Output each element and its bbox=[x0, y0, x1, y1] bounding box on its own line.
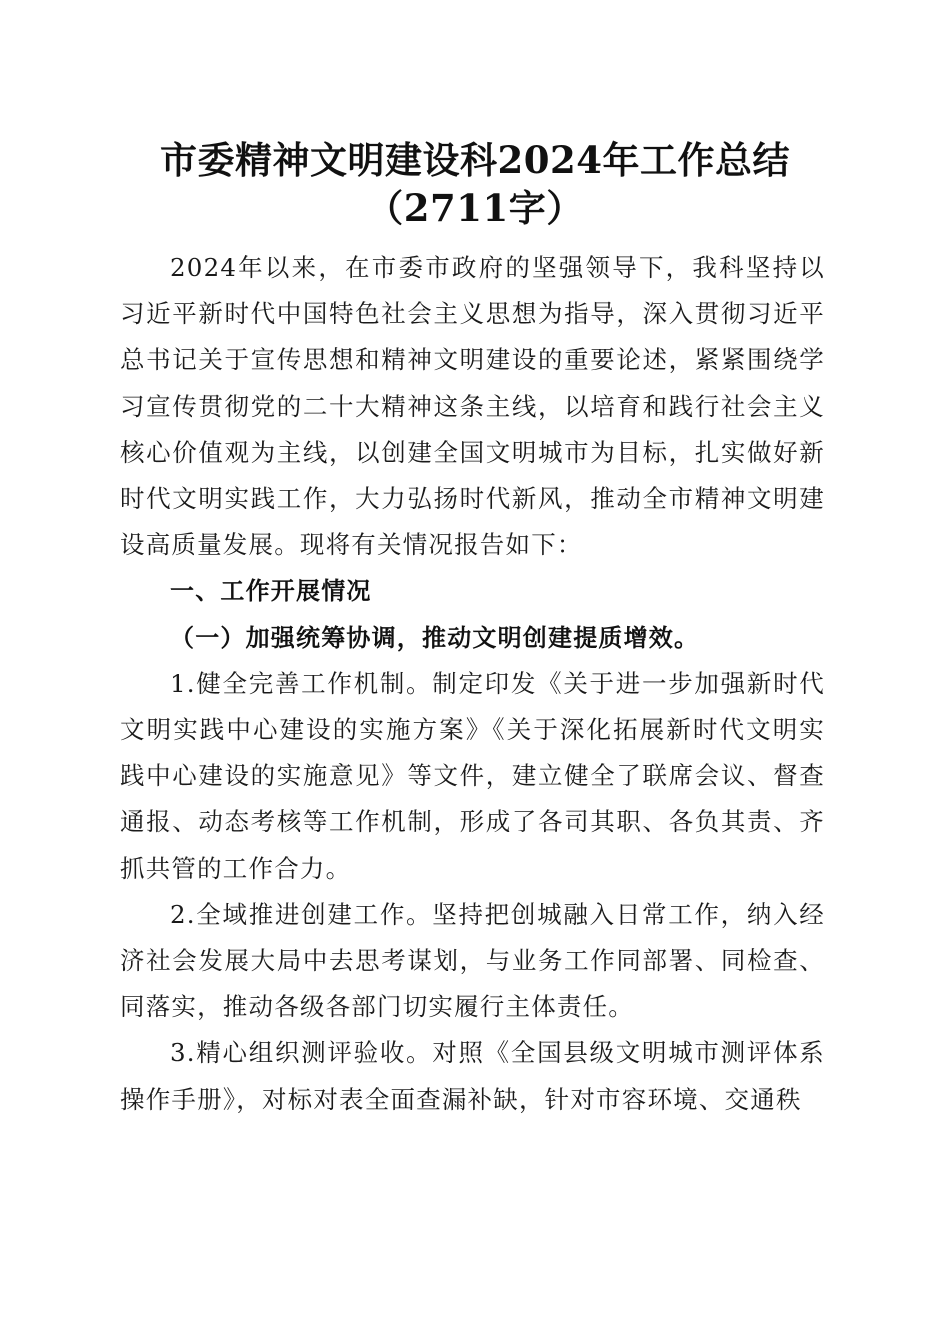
section-heading: 一、工作开展情况 bbox=[170, 577, 372, 606]
list-item-1: 1.健全完善工作机制。制定印发《关于进一步加强新时代文明实践中心建设的实施方案》《关于深化拓展新时代文明实践中心建设的实施意见》等文件，建立健全了联席会议、督查通报、动态考核等工作机制，形成了各司其职、各负其责、齐抓共管的工作合力。 bbox=[120, 668, 825, 883]
subsection-heading: （一）加强统筹协调，推动文明创建提质增效。 bbox=[170, 622, 700, 652]
list-item-3: 3.精心组织测评验收。对照《全国县级文明城市测评体系操作手册》，对标对表全面查漏补缺，针对市容环境、交通秩 bbox=[120, 1038, 825, 1114]
intro-paragraph: 2024年以来，在市委市政府的坚强领导下，我科坚持以习近平新时代中国特色社会主义思想为指导，深入贯彻习近平总书记关于宣传思想和精神文明建设的重要论述，紧紧围绕学习宣传贯彻党的二十大精神这条主线，以培育和践行社会主义核心价值观为主线，以创建全国文明城市为目标，扎实做好新时代文明实践工作，大力弘扬时代新风，推动全市精神文明建设高质量发展。现将有关情况报告如下： bbox=[120, 253, 825, 560]
document-body bbox=[120, 245, 825, 1123]
document-title: 市委精神文明建设科2024年工作总结（2711字） bbox=[160, 138, 790, 230]
list-item-2: 2.全域推进创建工作。坚持把创城融入日常工作，纳入经济社会发展大局中去思考谋划，与业务工作同部署、同检查、同落实，推动各级各部门切实履行主体责任。 bbox=[120, 899, 825, 1022]
